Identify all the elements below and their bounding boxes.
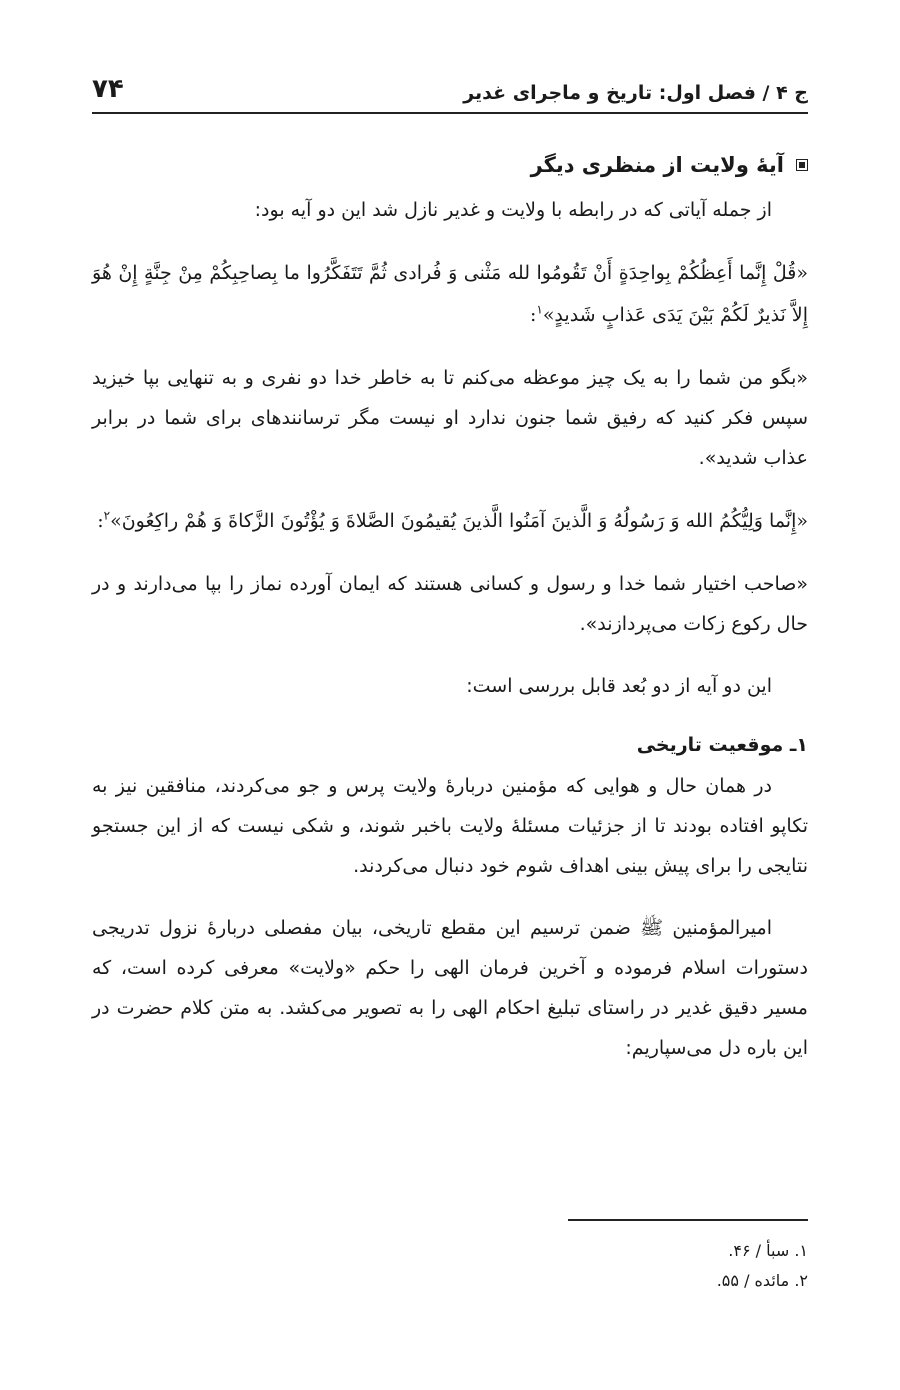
verse-2 [92,500,808,542]
book-page [92,0,808,1390]
footnote-separator [568,1219,808,1221]
square-bullet-icon [796,159,808,171]
dimensions-paragraph: این دو آیه از دو بُعد قابل بررسی است: [466,675,772,697]
footnotes [92,1236,808,1296]
verse-2-text: «إِنَّما وَلِیُّکُمُ الله وَ رَسُولُهُ وَ الَّذینَ آمَنُوا الَّذینَ یُقیمُونَ الصَّلاةَ وَ یُؤْتُونَ الزَّکاةَ وَ هُمْ راکِعُونَ» [110,510,808,532]
footnote-2: ۲. مائده / ۵۵. [716,1271,808,1290]
page-number: ۷۴ [92,74,124,104]
section-title: آیهٔ ولایت از منظری دیگر [530,153,784,177]
section-heading [92,150,808,180]
sub-heading-historical: ۱ـ موقعیت تاریخی [636,734,808,756]
verse-1-text: «قُلْ إِنَّما أَعِظُکُمْ بِواحِدَةٍ أَنْ تَقُومُوا لله مَثْنی وَ فُرادی ثُمَّ تَتَفَکَّرُوا ما بِصاحِبِکُمْ مِنْ جِنَّةٍ إِنْ هُوَ إِلاَّ نَذیرٌ لَکُمْ بَیْنَ یَدَی عَذابٍ شَدیدٍ» [92,262,808,326]
history-paragraph-2: امیرالمؤمنین ﷺ ضمن ترسیم این مقطع تاریخی، بیان مفصلی دربارهٔ نزول تدریجی دستورات اسلام فرموده و آخرین فرمان الهی را حکم «ولایت» معرفی کرده است، که مسیر دقیق غدیر در راستای تبلیغ احکام الهی را به تصویر می‌کشد. به متن کلام حضرت در این باره دل می‌سپاریم: [92,917,808,1059]
history-paragraph-1: در همان حال و هوایی که مؤمنین دربارهٔ ولایت پرس و جو می‌کردند، منافقین نیز به تکاپو افتاده بودند تا از جزئیات مسئلهٔ ولایت باخبر شوند، و شکی نیست که از این جستجو نتایجی را برای پیش بینی اهداف شوم خود دنبال می‌کردند. [92,775,808,877]
footnote-ref-1: ۱ [536,302,543,317]
footnote-ref-2: ۲ [103,508,111,523]
verse-2-colon: : [97,510,104,532]
translation-2: «صاحب اختیار شما خدا و رسول و کسانی هستند که ایمان آورده نماز را بپا می‌دارند و در حال رکوع زکات می‌پردازند». [92,573,808,635]
verse-1 [92,252,808,336]
verse-1-colon: : [529,304,537,326]
page-header [92,72,808,114]
page-body [92,150,808,1068]
footnote-1: ۱. سبأ / ۴۶. [728,1241,808,1260]
intro-paragraph: از جمله آیاتی که در رابطه با ولایت و غدیر نازل شد این دو آیه بود: [254,199,772,221]
translation-1: «بگو من شما را به یک چیز موعظه می‌کنم تا به خاطر خدا دو نفری و به تنهایی بپا خیزید سپس فکر کنید که رفیق شما جنون ندارد او نیست مگر ترسانندهای برای شما در برابر عذاب شدید». [92,367,808,469]
running-head: ج ۴ / فصل اول: تاریخ و ماجرای غدیر [463,82,808,104]
